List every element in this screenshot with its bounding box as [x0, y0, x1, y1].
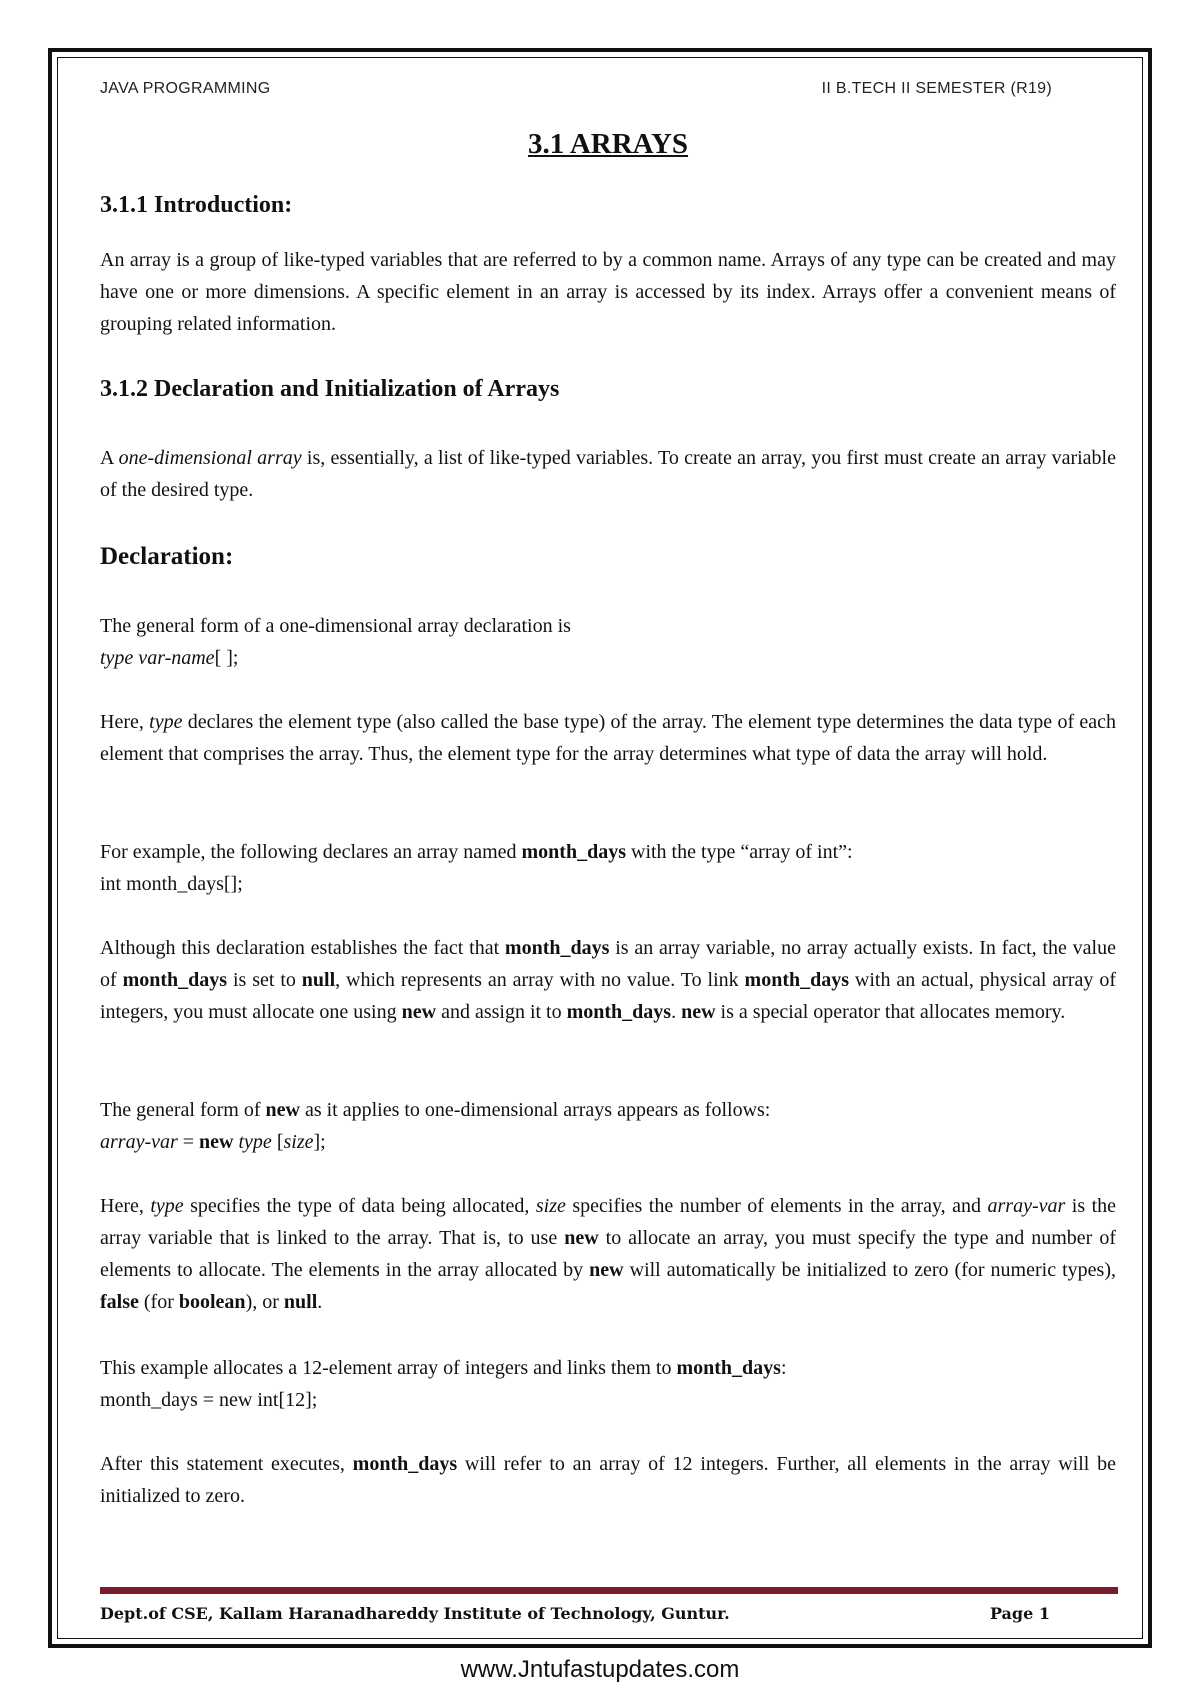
declaration-heading: Declaration: [100, 543, 234, 570]
footer-department: Dept.of CSE, Kallam Haranadhareddy Institute of Technology, Guntur. [100, 1604, 730, 1623]
term-one-dimensional-array: one-dimensional array [118, 447, 302, 469]
here-type-paragraph: Here, type declares the element type (also called the base type) of the array. The element type determines the data type of each element that comprises the array. Thus, the element type for the array determines what type of data the array will hold. [100, 711, 1117, 765]
general-form-line: The general form of a one-dimensional array declaration is [100, 615, 571, 637]
page-number: Page 1 [989, 1604, 1050, 1623]
general-form-syntax: type var-name[ ]; [100, 647, 239, 669]
intro-paragraph: An array is a group of like-typed variables that are referred to by a common name. Arrays of any type can be created and may have one or more dimensions. A specific element in an array is accessed by its index. Arrays offer a convenient means of grouping related information. [100, 249, 1116, 335]
example-code: int month_days[]; [100, 873, 243, 895]
footer-rule [100, 1587, 1118, 1594]
header-course: JAVA PROGRAMMING [100, 80, 271, 97]
new-form-syntax: array-var = new type [size]; [100, 1131, 326, 1153]
new-form-line: The general form of new as it applies to one-dimensional arrays appears as follows: [100, 1099, 771, 1121]
decl-init-heading: 3.1.2 Declaration and Initialization of Arrays [100, 376, 560, 402]
allocates-line: This example allocates a 12-element array of integers and links them to month_days: [100, 1357, 787, 1379]
watermark-url: www.Jntufastupdates.com [460, 1656, 740, 1683]
example-paragraph: For example, the following declares an array named month_days with the type “array of int”: [100, 841, 853, 863]
header-semester: II B.TECH II SEMESTER (R19) [821, 80, 1052, 97]
allocates-code: month_days = new int[12]; [100, 1389, 318, 1411]
although-paragraph: Although this declaration establishes the fact that month_days is an array variable, no array actually exists. In fact, the value of month_days is set to null, which represents an array with no value. To link month_days with an actual, physical array of integers, you must allocate one using new and assign it to month_days. new is a special operator that allocates memory. [100, 937, 1116, 1023]
here-size-paragraph: Here, type specifies the type of data being allocated, size specifies the number of elements in the array, and array-var is the array variable that is linked to the array. That is, to use new to allocate an array, you must specify the type and number of elements to allocate. The elements in the array allocated by new will automatically be initialized to zero (for numeric types), false (for boolean), or null. [100, 1195, 1117, 1313]
page-title: 3.1 ARRAYS [527, 128, 689, 160]
after-paragraph: After this statement executes, month_days will refer to an array of 12 integers. Further, all elements in the array will be initialized to zero. [100, 1453, 1116, 1507]
intro-heading: 3.1.1 Introduction: [100, 192, 293, 218]
one-dim-paragraph: A one-dimensional array is, essentially, a list of like-typed variables. To create an array, you first must create an array variable of the desired type. [100, 447, 1116, 501]
